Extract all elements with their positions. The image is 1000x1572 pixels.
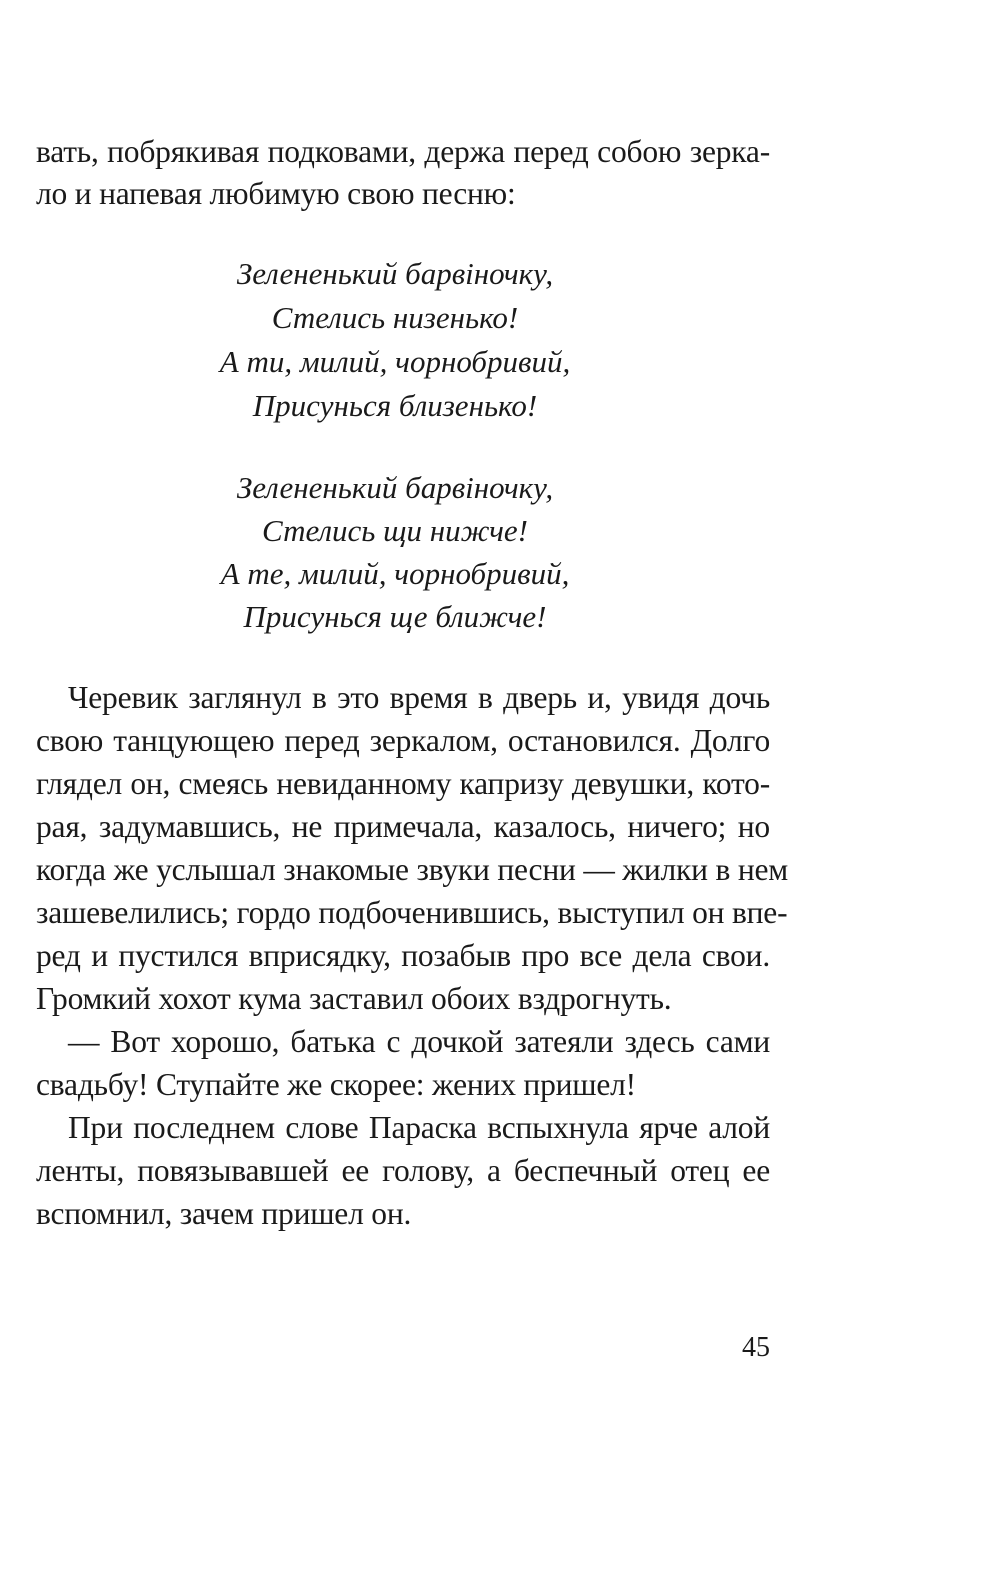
text-line: ред и пустился вприсядку, позабыв про все дела свои. [36,938,770,973]
text-line: Громкий хохот кума заставил обоих вздрогнуть. [36,981,672,1016]
text-line: — Вот хорошо, батька с дочкой затеяли здесь сами [68,1024,770,1059]
verse-line: А ти, милий, чорнобривий, [219,344,571,379]
verse-line: Присунься ще ближче! [243,599,547,634]
verse-line: Зелененький барвіночку, [236,470,554,505]
verse-line: Стелись щи нижче! [262,513,528,548]
text-line: свою танцующею перед зеркалом, остановился. Долго [36,723,770,758]
text-line: вать, побрякивая подковами, держа перед собою зерка- [36,134,770,169]
text-line: зашевелились; гордо подбоченившись, выступил он впе- [36,895,788,930]
text-line: когда же услышал знакомые звуки песни — жилки в нем [36,852,788,887]
verse-line: Зелененький барвіночку, [236,256,554,291]
verse-line: Присунься близенько! [252,388,538,423]
text-line: При последнем слове Параска вспыхнула ярче алой [68,1110,770,1145]
verse-line: А те, милий, чорнобривий, [220,556,570,591]
text-line: рая, задумавшись, не примечала, казалось, ничего; но [36,809,770,844]
text-line: ленты, повязывавшей ее голову, а беспечный отец ее [36,1153,770,1188]
text-line: Черевик заглянул в это время в дверь и, увидя дочь [68,680,770,715]
text-line: глядел он, смеясь невиданному капризу девушки, кото- [36,766,770,801]
text-line: вспомнил, зачем пришел он. [36,1196,412,1231]
verse-line: Стелись низенько! [271,300,519,335]
page-number: 45 [742,1332,770,1363]
text-line: свадьбу! Ступайте же скорее: жених пришел! [36,1067,636,1102]
text-line: ло и напевая любимую свою песню: [36,176,516,211]
